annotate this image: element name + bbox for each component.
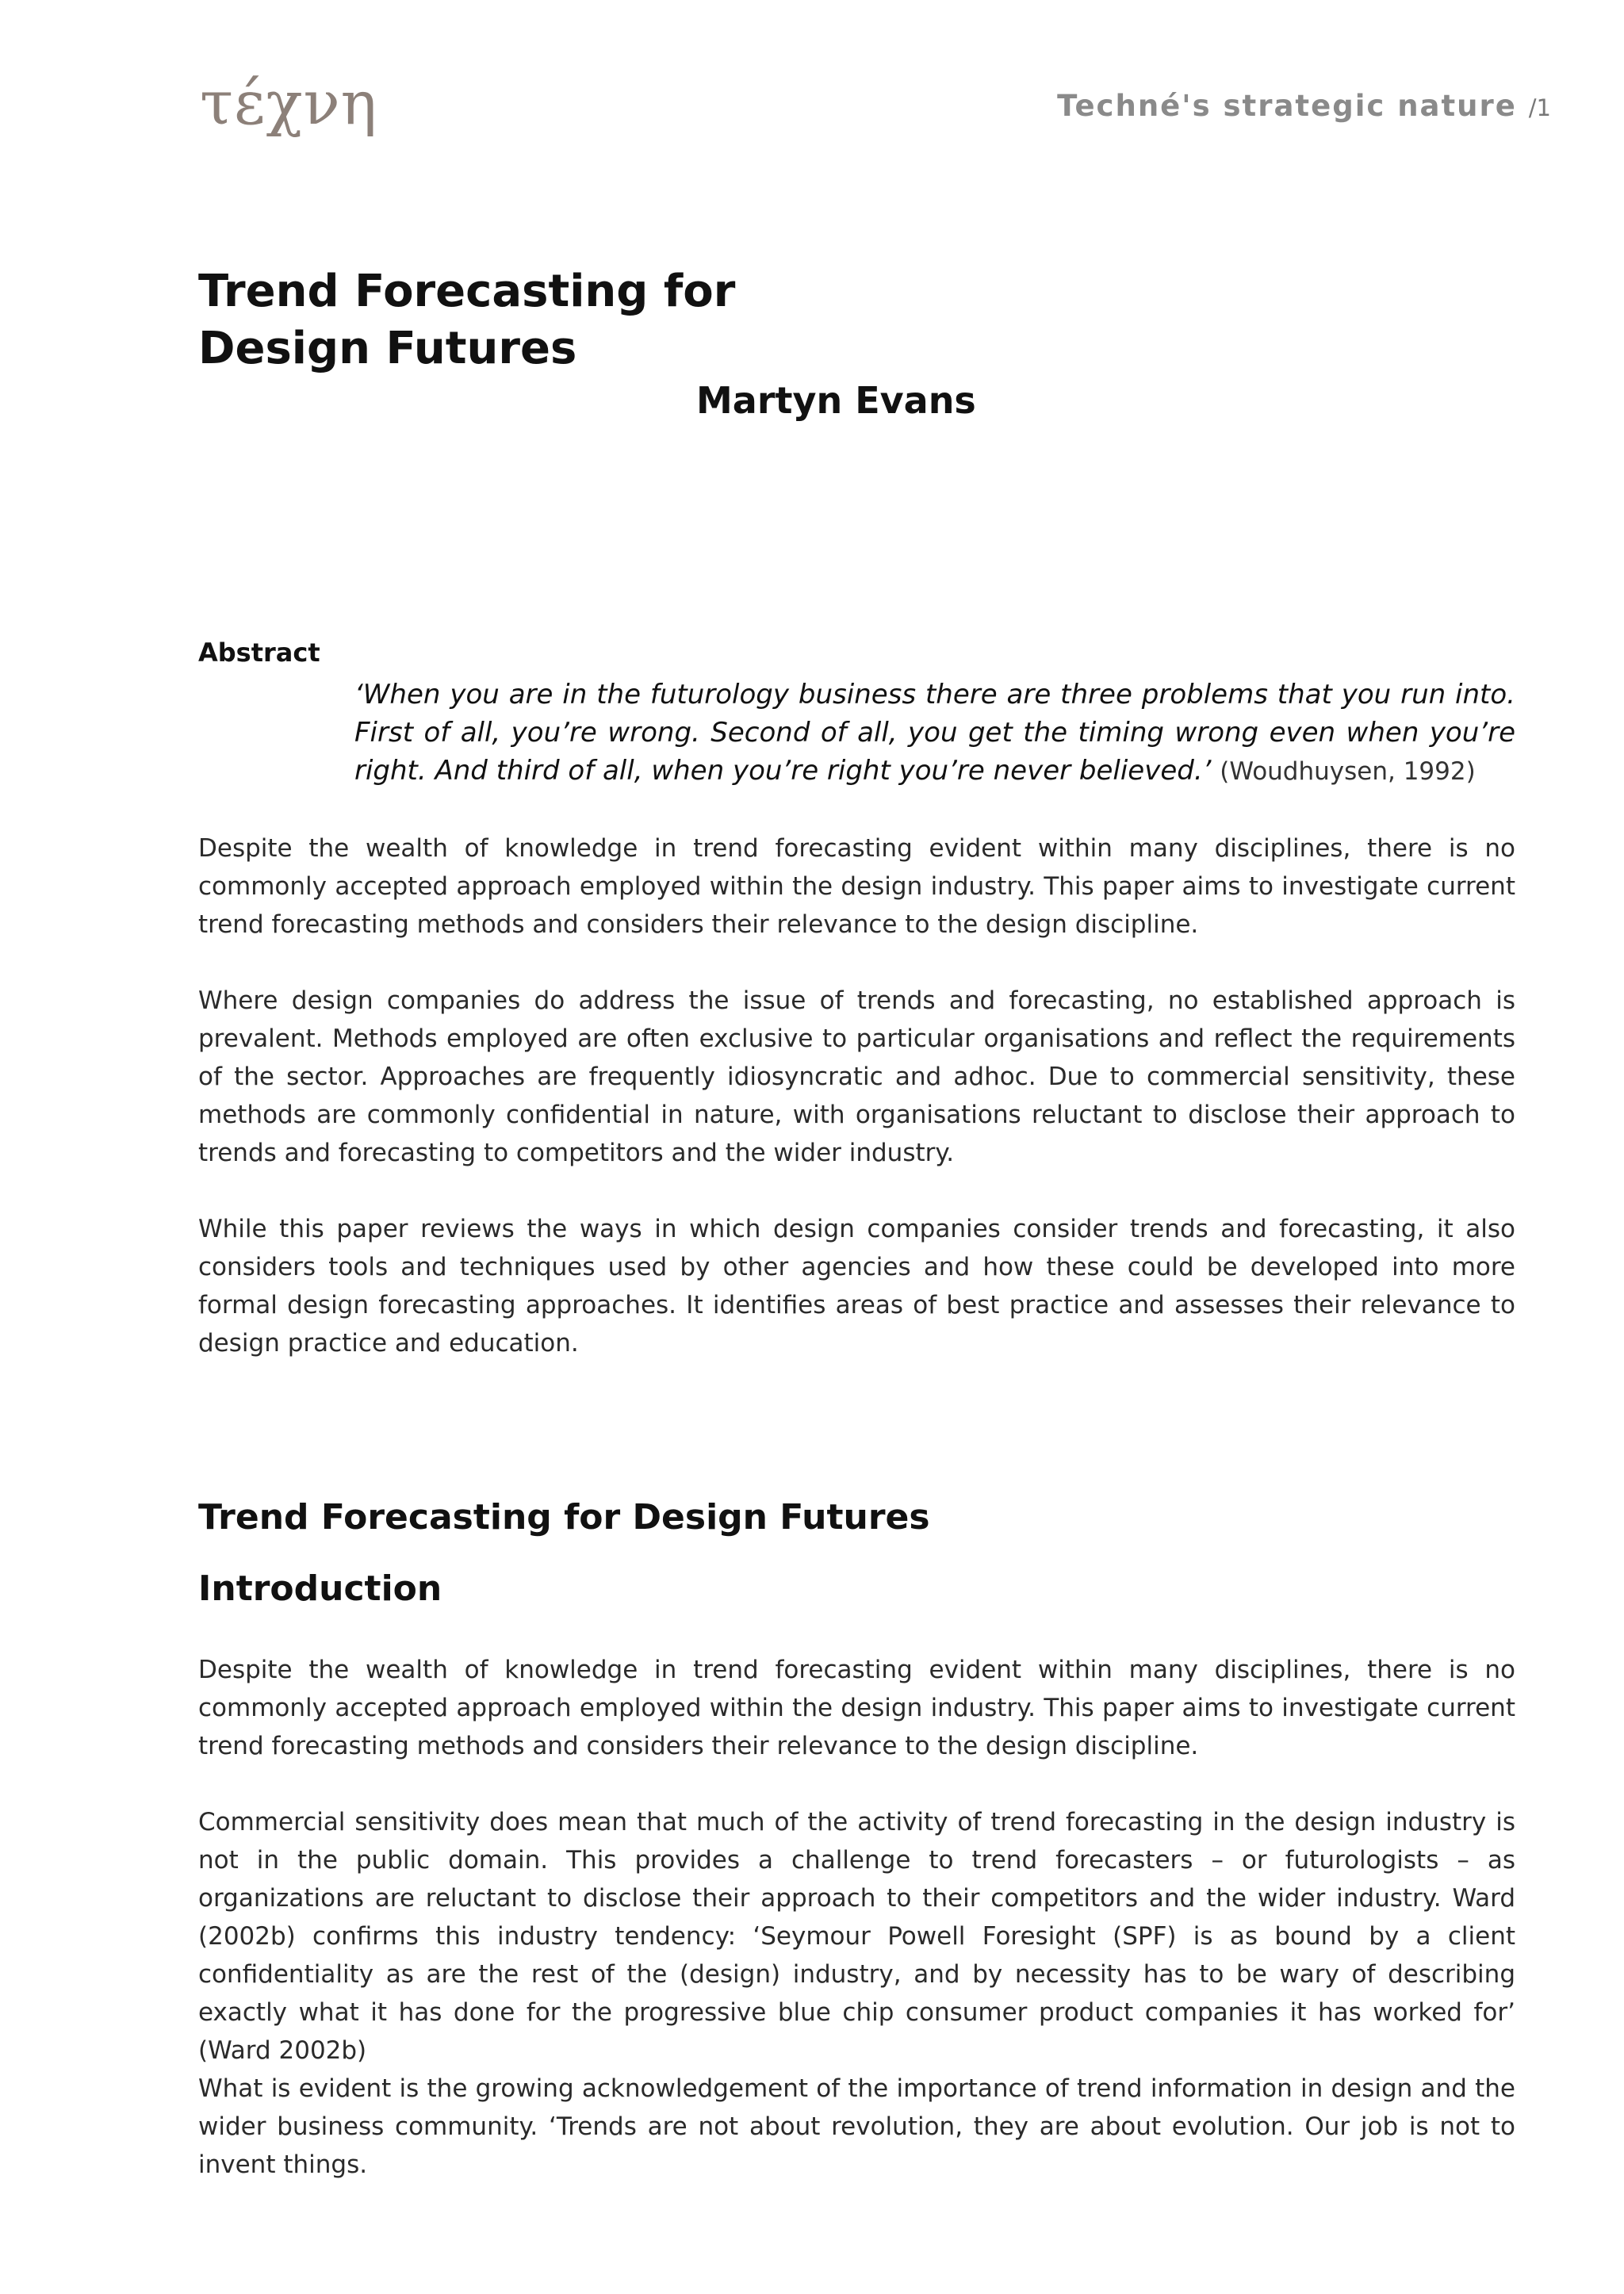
epigraph-quote-text: ‘When you are in the futurology business there are three problems that you run into. First of all, you’re wrong. Second of all, you get the timing wrong even when you’re right. And third of all, when you’re right you’re never believed.’ [354,679,1515,787]
article-title-line-1: Trend Forecasting for [198,266,736,317]
running-head [1057,89,1551,123]
abstract-paragraph-2: Where design companies do address the issue of trends and forecasting, no established approach is prevalent. Methods employed are often exclusive to particular organisations and reflect the requirements of the sector. Approaches are frequently idiosyncratic and adhoc. Due to commercial sensitivity, these methods are commonly confidential in nature, with organisations reluctant to disclose their approach to trends and forecasting to competitors and the wider industry. [198,986,1515,1167]
body-paragraph-1: Despite the wealth of knowledge in trend forecasting evident within many disciplines, there is no commonly accepted approach employed within the design industry. This paper aims to investigate current trend forecasting methods and considers their relevance to the design discipline. [198,1656,1515,1760]
author-name: Martyn Evans [696,379,976,422]
abstract-paragraph-1: Despite the wealth of knowledge in trend forecasting evident within many disciplines, there is no commonly accepted approach employed within the design industry. This paper aims to investigate current trend forecasting methods and considers their relevance to the design discipline. [198,834,1515,939]
page-separator: / [1528,94,1537,121]
article-title [198,263,735,377]
running-head-title: Techné's strategic nature [1057,89,1517,123]
body-paragraph-3: What is evident is the growing acknowledgement of the importance of trend information in design and the wider business community. ‘Trends are not about revolution, they are about evolution. Our job is not to invent things. [198,2074,1515,2179]
article-title-line-2: Design Futures [198,323,577,374]
section-heading: Trend Forecasting for Design Futures [198,1497,930,1538]
epigraph-quote [354,676,1515,791]
journal-logo: τέχνη [200,67,378,138]
epigraph-citation: (Woudhuysen, 1992) [1220,757,1476,786]
abstract-label: Abstract [198,638,320,668]
body-paragraph-2: Commercial sensitivity does mean that much of the activity of trend forecasting in the design industry is not in the public domain. This provides a challenge to trend forecasters – or futurologists – as organizations are reluctant to disclose their approach to their competitors and the wider industry. Ward (2002b) confirms this industry tendency: ‘Seymour Powell Foresight (SPF) is as bound by a client confidentiality as are the rest of the (design) industry, and by necessity has to be wary of describing exactly what it has done for the progressive blue chip consumer product companies it has worked for’ (Ward 2002b) [198,1808,1515,2065]
subsection-heading: Introduction [198,1568,442,1609]
abstract-paragraph-3: While this paper reviews the ways in which design companies consider trends and forecasting, it also considers tools and techniques used by other agencies and how these could be developed into more formal design forecasting approaches. It identifies areas of best practice and assesses their relevance to design practice and education. [198,1215,1515,1358]
page-number: 1 [1536,94,1551,121]
